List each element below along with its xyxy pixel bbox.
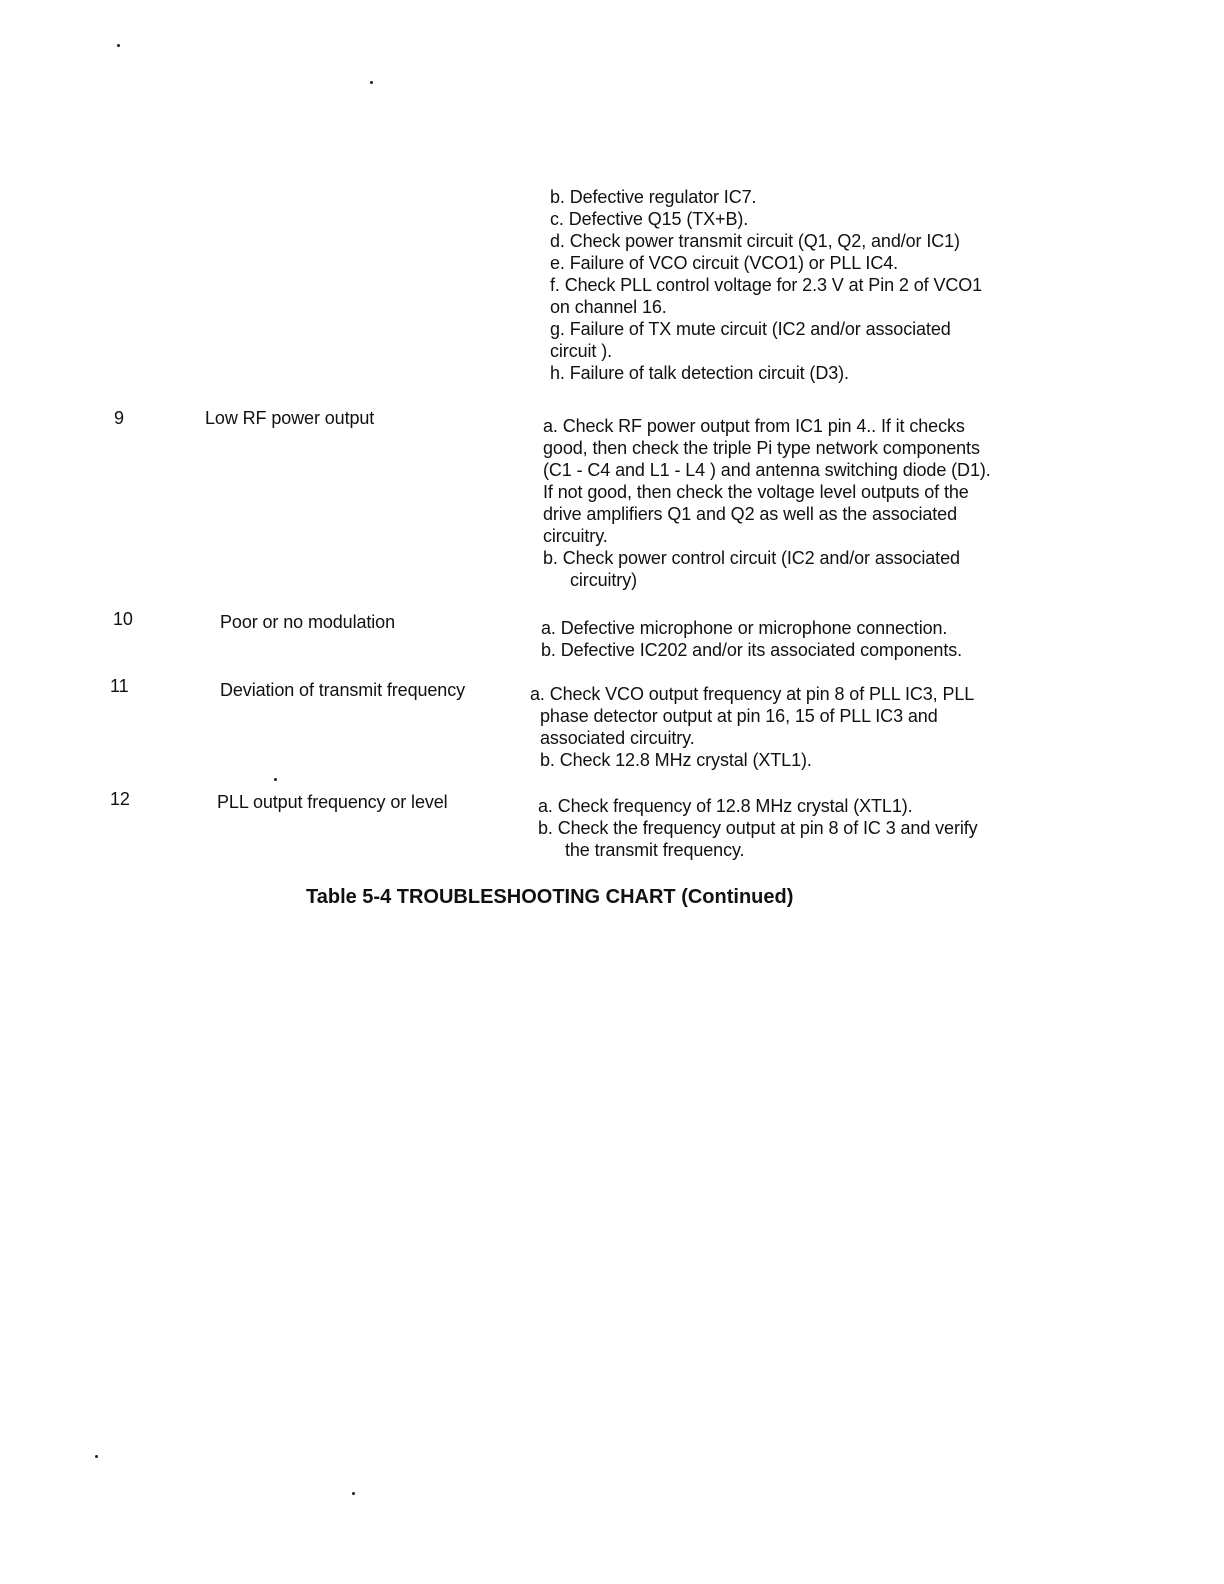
action-line: circuit ).: [550, 341, 613, 361]
action-line: on channel 16.: [550, 297, 667, 317]
action-line: a. Check RF power output from IC1 pin 4.. If it checks: [543, 416, 965, 436]
row-number: 11: [110, 676, 129, 696]
action-line: (C1 - C4 and L1 - L4 ) and antenna switching diode (D1).: [543, 460, 991, 480]
row-problem: Deviation of transmit frequency: [220, 680, 466, 700]
action-line: b. Check power control circuit (IC2 and/or associated: [543, 548, 960, 568]
action-line: a. Defective microphone or microphone connection.: [541, 618, 948, 638]
row-actions: [530, 683, 1050, 771]
action-line: e. Failure of VCO circuit (VCO1) or PLL IC4.: [550, 253, 899, 273]
action-line: drive amplifiers Q1 and Q2 as well as the associated: [543, 504, 958, 524]
action-line: phase detector output at pin 16, 15 of PLL IC3 and: [540, 706, 938, 726]
row-number: 12: [110, 789, 130, 809]
action-line: g. Failure of TX mute circuit (IC2 and/or associated: [550, 319, 951, 339]
row-problem: Low RF power output: [205, 408, 375, 428]
action-line: b. Check 12.8 MHz crystal (XTL1).: [540, 750, 812, 770]
row-number: 9: [114, 408, 124, 428]
action-line: b. Check the frequency output at pin 8 of IC 3 and verify: [538, 818, 978, 838]
scan-speck: [352, 1492, 355, 1495]
scan-speck: [117, 44, 120, 47]
action-line: b. Defective IC202 and/or its associated components.: [541, 640, 963, 660]
action-line: the transmit frequency.: [565, 840, 745, 860]
action-line: c. Defective Q15 (TX+B).: [550, 209, 749, 229]
scan-speck: [370, 81, 373, 84]
row-actions: [541, 617, 1061, 661]
scan-speck: [95, 1455, 98, 1458]
action-line: associated circuitry.: [540, 728, 695, 748]
action-line: circuitry): [570, 570, 637, 590]
row-problem: Poor or no modulation: [220, 612, 396, 632]
row-actions: [543, 415, 1063, 591]
table-caption: Table 5-4 TROUBLESHOOTING CHART (Continued): [306, 886, 794, 908]
row-problem: PLL output frequency or level: [217, 792, 448, 812]
action-line: good, then check the triple Pi type network components: [543, 438, 980, 458]
action-line: If not good, then check the voltage level outputs of the: [543, 482, 969, 502]
scan-speck: [274, 778, 277, 781]
action-line: a. Check VCO output frequency at pin 8 of PLL IC3, PLL: [530, 684, 975, 704]
action-line: d. Check power transmit circuit (Q1, Q2, and/or IC1): [550, 231, 960, 251]
action-line: f. Check PLL control voltage for 2.3 V at Pin 2 of VCO1: [550, 275, 983, 295]
action-line: a. Check frequency of 12.8 MHz crystal (XTL1).: [538, 796, 913, 816]
action-line: h. Failure of talk detection circuit (D3).: [550, 363, 849, 383]
continuation-actions: [550, 186, 1070, 384]
action-line: b. Defective regulator IC7.: [550, 187, 757, 207]
row-actions: [538, 795, 1058, 861]
row-number: 10: [113, 609, 133, 629]
action-line: circuitry.: [543, 526, 608, 546]
